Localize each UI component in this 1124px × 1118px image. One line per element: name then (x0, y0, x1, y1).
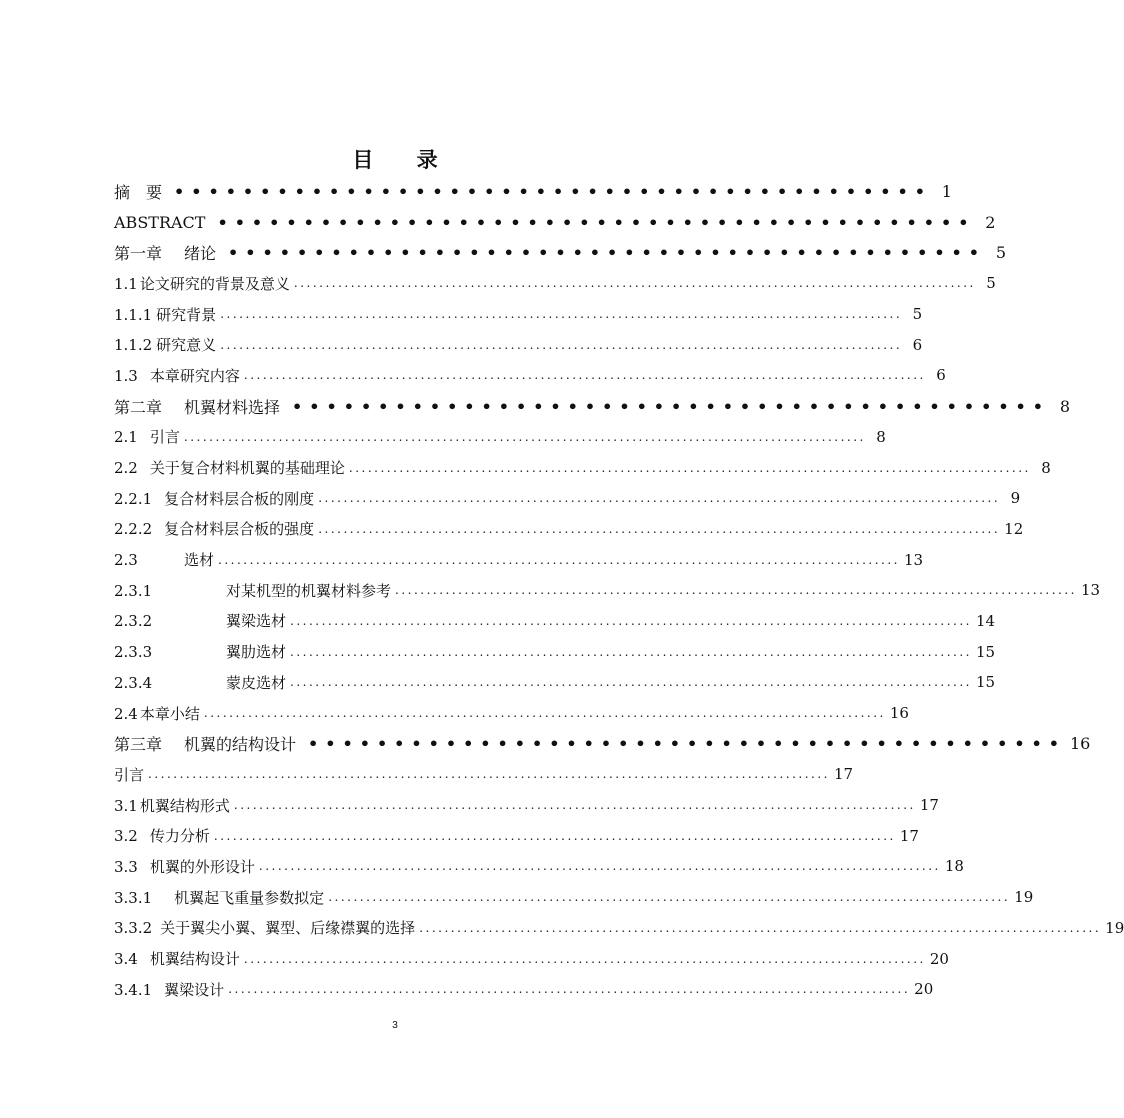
toc-entry-page: 8 (876, 427, 886, 446)
toc-entry-text: ABSTRACT (114, 212, 206, 232)
toc-leader: ............................................................................................................ (218, 552, 900, 567)
toc-entry-section[interactable] (114, 422, 886, 453)
toc-entry-section[interactable] (114, 913, 1124, 944)
toc-entry-text: 蒙皮选材 (226, 673, 287, 692)
toc-entry-page: 17 (899, 826, 919, 845)
toc-entry-page: 19 (1014, 888, 1034, 907)
toc-entry-number: 2.3.1 (114, 581, 153, 600)
toc-leader: ............................................................................................................ (183, 429, 866, 444)
toc-title: 目 录 (352, 147, 456, 172)
toc-entry-number: 3.3.2 (114, 919, 153, 938)
toc-entry-section[interactable] (114, 299, 923, 330)
toc-leader: ............................................................................................................ (328, 890, 1011, 905)
toc-entry-text: 机翼材料选择 (184, 397, 281, 417)
toc-entry-page: 8 (1059, 396, 1070, 416)
toc-entry-section[interactable] (114, 759, 854, 790)
toc-leader: ............................................................................................................ (290, 613, 972, 628)
toc-entry-abstract-cn[interactable] (114, 176, 952, 207)
toc-entry-text: 研究背景 (156, 305, 217, 324)
toc-entry-number: 第二章 (114, 397, 163, 417)
toc-entry-page: 8 (1041, 458, 1051, 477)
toc-entry-page: 5 (986, 274, 996, 293)
toc-entry-page: 12 (1004, 519, 1024, 538)
table-of-contents (114, 176, 1124, 1005)
toc-leader: ............................................................................................................ (290, 644, 972, 659)
toc-entry-text: 摘 要 (114, 182, 163, 202)
toc-entry-page: 6 (936, 366, 946, 385)
toc-entry-page: 20 (914, 980, 934, 999)
toc-entry-page: 5 (995, 243, 1006, 263)
toc-leader: •••••••••••••••••••••••••••••••••••••••••••• (228, 243, 986, 263)
toc-entry-number: 2.1 (114, 428, 138, 447)
toc-entry-number: 2.3.2 (114, 612, 153, 631)
toc-leader: •••••••••••••••••••••••••••••••••••••••••••• (308, 734, 1066, 754)
toc-entry-text: 论文研究的背景及意义 (139, 274, 290, 293)
toc-entry-chapter-3[interactable] (114, 728, 1091, 759)
toc-entry-page: 1 (941, 181, 952, 201)
toc-entry-text: 本章小结 (139, 704, 200, 723)
toc-entry-section[interactable] (114, 974, 934, 1005)
toc-entry-chapter-1[interactable] (114, 237, 1006, 268)
toc-entry-text: 翼肋选材 (226, 643, 287, 662)
toc-leader: ............................................................................................................ (419, 920, 1102, 935)
toc-entry-text: 机翼的外形设计 (149, 857, 255, 876)
toc-entry-text: 引言 (114, 765, 145, 784)
toc-entry-number: 2.4 (114, 704, 138, 723)
toc-entry-section[interactable] (114, 882, 1034, 913)
toc-entry-section[interactable] (114, 851, 964, 882)
toc-entry-number: 3.4 (114, 950, 138, 969)
toc-entry-text: 关于复合材料机翼的基础理论 (149, 459, 345, 478)
toc-entry-text: 机翼结构形式 (139, 796, 230, 815)
toc-entry-number: 3.3.1 (114, 888, 153, 907)
toc-entry-text: 机翼结构设计 (149, 950, 240, 969)
toc-entry-text: 选材 (184, 551, 215, 570)
toc-entry-page: 17 (919, 796, 939, 815)
toc-leader: •••••••••••••••••••••••••••••••••••••••••••• (174, 181, 932, 201)
toc-entry-page: 19 (1105, 918, 1124, 937)
toc-entry-text: 翼梁选材 (226, 612, 287, 631)
toc-leader: ............................................................................................................ (148, 767, 830, 782)
toc-entry-number: 2.3 (114, 551, 138, 570)
toc-entry-section[interactable] (114, 943, 949, 974)
toc-entry-chapter-2[interactable] (114, 391, 1070, 422)
toc-leader: ............................................................................................................ (348, 460, 1031, 475)
toc-entry-section[interactable] (114, 514, 1024, 545)
toc-leader: ............................................................................................................ (203, 706, 886, 721)
toc-entry-text: 研究意义 (156, 336, 217, 355)
toc-entry-section[interactable] (114, 483, 1021, 514)
toc-leader: ............................................................................................................ (233, 798, 916, 813)
toc-entry-text: 绪论 (184, 244, 217, 264)
toc-leader: ............................................................................................................ (318, 491, 1001, 506)
toc-entry-number: 3.3 (114, 857, 138, 876)
toc-leader: •••••••••••••••••••••••••••••••••••••••••••• (217, 212, 976, 232)
toc-entry-page: 16 (1070, 734, 1091, 754)
toc-entry-section[interactable] (114, 544, 924, 575)
toc-entry-text: 对某机型的机翼材料参考 (226, 581, 392, 600)
toc-entry-section[interactable] (114, 820, 919, 851)
toc-entry-number: 3.2 (114, 827, 138, 846)
toc-leader: ............................................................................................................ (220, 307, 903, 322)
page-number: 3 (392, 1020, 398, 1031)
toc-leader: ............................................................................................................ (395, 583, 1077, 598)
toc-entry-section[interactable] (114, 360, 946, 391)
toc-leader: ............................................................................................................ (213, 828, 896, 843)
toc-entry-page: 17 (833, 765, 854, 784)
toc-entry-number: 2.2.2 (114, 520, 153, 539)
toc-entry-abstract-en[interactable] (114, 207, 996, 238)
toc-entry-text: 引言 (149, 428, 180, 447)
toc-entry-section[interactable] (114, 790, 939, 821)
toc-entry-page: 20 (929, 949, 949, 968)
toc-entry-number: 第一章 (114, 244, 163, 264)
toc-leader: ............................................................................................................ (293, 276, 976, 291)
toc-entry-section[interactable] (114, 698, 909, 729)
toc-entry-section[interactable] (114, 606, 996, 637)
toc-leader: ............................................................................................................ (318, 521, 1001, 536)
toc-entry-number: 2.3.4 (114, 673, 153, 692)
toc-entry-text: 关于翼尖小翼、翼型、后缘襟翼的选择 (160, 919, 416, 938)
toc-entry-page: 6 (912, 335, 923, 354)
toc-leader: ............................................................................................................ (228, 982, 911, 997)
toc-entry-section[interactable] (114, 268, 996, 299)
toc-entry-page: 5 (912, 305, 923, 324)
toc-entry-text: 翼梁设计 (164, 980, 225, 999)
toc-leader: •••••••••••••••••••••••••••••••••••••••••••• (292, 396, 1050, 416)
toc-entry-text: 本章研究内容 (149, 366, 240, 385)
toc-entry-page: 9 (1010, 489, 1021, 508)
toc-entry-page: 15 (975, 673, 996, 692)
toc-entry-number: 3.1 (114, 796, 138, 815)
toc-leader: ............................................................................................................ (220, 337, 903, 352)
toc-leader: ............................................................................................................ (258, 859, 941, 874)
toc-entry-text: 机翼的结构设计 (184, 735, 297, 755)
toc-entry-number: 1.1.1 (114, 305, 153, 324)
toc-entry-text: 机翼起飞重量参数拟定 (174, 888, 325, 907)
toc-entry-page: 13 (903, 550, 924, 569)
toc-entry-section[interactable] (114, 329, 923, 360)
toc-entry-number: 1.1 (114, 274, 138, 293)
toc-entry-text: 复合材料层合板的强度 (164, 520, 315, 539)
toc-entry-page: 16 (889, 704, 909, 723)
toc-leader: ............................................................................................................ (290, 675, 972, 690)
toc-entry-section[interactable] (114, 452, 1051, 483)
toc-entry-page: 18 (944, 857, 964, 876)
toc-entry-text: 传力分析 (149, 827, 210, 846)
toc-entry-text: 复合材料层合板的刚度 (164, 489, 315, 508)
toc-entry-number: 1.3 (114, 366, 138, 385)
toc-entry-page: 13 (1080, 581, 1101, 600)
toc-entry-number: 3.4.1 (114, 980, 153, 999)
toc-entry-number: 2.3.3 (114, 643, 153, 662)
toc-entry-section[interactable] (114, 636, 996, 667)
toc-entry-page: 15 (975, 642, 996, 661)
toc-leader: ............................................................................................................ (243, 951, 926, 966)
toc-entry-section[interactable] (114, 667, 996, 698)
toc-leader: ............................................................................................................ (243, 368, 926, 383)
toc-entry-number: 2.2 (114, 459, 138, 478)
toc-entry-page: 2 (985, 212, 996, 232)
toc-entry-number: 第三章 (114, 735, 163, 755)
toc-entry-page: 14 (975, 611, 996, 630)
toc-entry-number: 1.1.2 (114, 336, 153, 355)
toc-entry-section[interactable] (114, 575, 1101, 606)
toc-entry-number: 2.2.1 (114, 489, 153, 508)
